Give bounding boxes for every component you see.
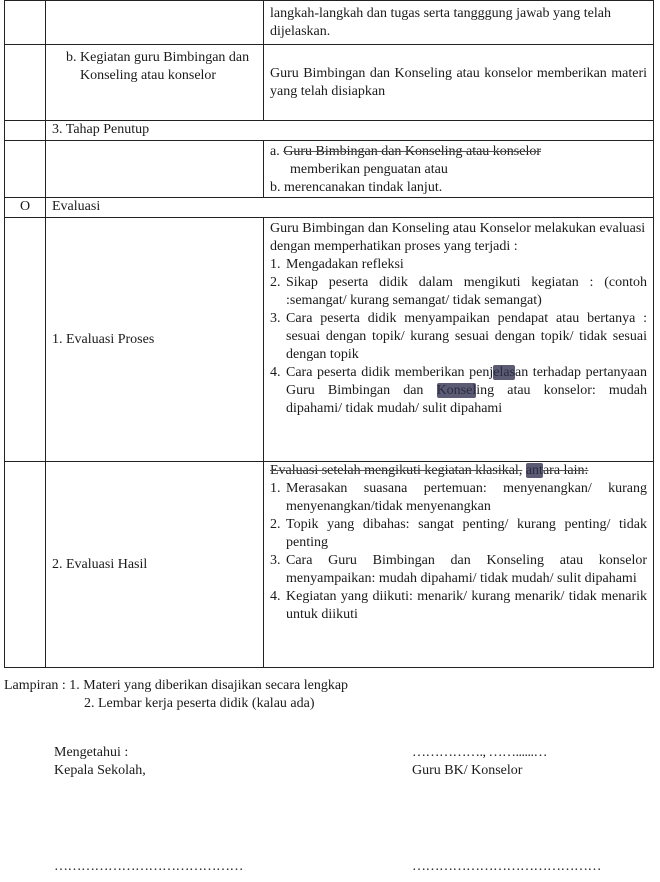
table-row	[5, 1, 654, 45]
list-item	[270, 480, 647, 516]
list-item-text: Mengadakan refleksi	[286, 257, 404, 272]
kegiatan-guru-label: b. Kegiatan guru Bimbingan dan Konseling atau konselor	[46, 45, 264, 121]
penutup-item-b: b. merencanakan tindak lanjut.	[270, 180, 443, 195]
table-row	[5, 462, 654, 668]
list-item-number: 4.	[270, 589, 281, 604]
penutup-content: a. Guru Bimbingan dan Konseling atau konselor memberikan penguatan atau b. merencanakan tindak lanjut.	[264, 141, 654, 198]
list-item-text: Topik yang dibahas: sangat penting/ kurang penting/ tidak penting	[286, 517, 647, 550]
tahap-penutup-heading: 3. Tahap Penutup	[46, 121, 654, 141]
list-item	[270, 588, 647, 624]
list-item-number: 3.	[270, 311, 281, 326]
list-item-number: 1.	[270, 481, 281, 496]
evaluasi-hasil-label: 2. Evaluasi Hasil	[46, 462, 264, 668]
evaluasi-proses-content: Guru Bimbingan dan Konseling atau Konselor melakukan evaluasi dengan memperhatikan proses yang terjadi : 1. Mengadakan refleksi 2. Sikap peserta didik dalam mengikuti kegiatan : (contoh :semangat/ kurang semangat/ tidak semangat) 3. Cara peserta didik menyampaikan pendapat atau bertanya : sesuai dengan topik/ kurang sesuai dengan topik/ tidak sesuai dengan topik 4. Cara peserta didik memberikan penjelasan terhadap pertanyaan Guru Bimbingan dan Konseling atau konselor: mudah dipahami/ tidak mudah/ sulit dipahami	[264, 218, 654, 462]
list-item: 4. Cara peserta didik memberikan penjelasan terhadap pertanyaan Guru Bimbingan dan Konseling atau konselor: mudah dipahami/ tidak mudah/ sulit dipahami	[270, 365, 647, 416]
list-item-number: 2.	[270, 517, 281, 532]
list-item-text: Cara peserta didik menyampaikan pendapat atau bertanya : sesuai dengan topik/ kurang sesuai dengan topik/ tidak sesuai dengan topik	[286, 311, 647, 362]
kepala-sekolah-label: Kepala Sekolah,	[54, 763, 146, 778]
table-row	[5, 218, 654, 462]
evaluasi-proses-label: 1. Evaluasi Proses	[46, 218, 264, 462]
evaluasi-hasil-content: Evaluasi setelah mengikuti kegiatan klasikal, antara lain: 1. Merasakan suasana pertemuan: menyenangkan/ kurang menyenangkan/tidak menyenangkan 2. Topik yang dibahas: sangat penting/ kurang penting/ tidak penting 3. Cara Guru Bimbingan dan Konseling atau konselor menyampaikan: mudah dipahami/ tidak mudah/ sulit dipahami 4. Kegiatan yang diikuti: menarik/ kurang menarik/ tidak menarik untuk diikuti	[264, 462, 654, 668]
langkah-text: langkah-langkah dan tugas serta tangggung jawab yang telah dijelaskan.	[264, 1, 654, 45]
list-item-text: Cara Guru Bimbingan dan Konseling atau konselor menyampaikan: mudah dipahami/ tidak mudah/ sulit dipahami	[286, 553, 647, 586]
table-row	[5, 45, 654, 121]
place-date-placeholder: ……………., ……......…	[412, 745, 547, 760]
list-item-text: Kegiatan yang diikuti: menarik/ kurang menarik/ tidak menarik untuk diikuti	[286, 589, 647, 622]
signature-line-right: ……………………………………	[412, 859, 601, 874]
signature-right	[412, 744, 642, 780]
lampiran-line-2: 2. Lembar kerja peserta didik (kalau ada)	[84, 696, 315, 711]
mengetahui-label: Mengetahui :	[54, 745, 129, 760]
proses-list	[270, 256, 647, 364]
table-row	[5, 141, 654, 198]
guru-bk-label: Guru BK/ Konselor	[412, 763, 523, 778]
rpl-table	[4, 0, 654, 668]
kegiatan-guru-text: Guru Bimbingan dan Konseling atau konselor memberikan materi yang telah disiapkan	[264, 45, 654, 121]
lampiran-line-1: Lampiran : 1. Materi yang diberikan disajikan secara lengkap	[4, 678, 349, 693]
penutup-item-a: a. Guru Bimbingan dan Konseling atau konselor	[270, 144, 542, 159]
list-item	[270, 552, 647, 588]
table-row	[5, 198, 654, 218]
hasil-list	[270, 480, 647, 624]
list-item-text: Sikap peserta didik dalam mengikuti kegiatan : (contoh :semangat/ kurang semangat/ tidak semangat)	[286, 275, 647, 308]
list-item	[270, 310, 647, 364]
list-item-number: 2.	[270, 275, 281, 290]
signature-line-left: ……………………………………	[54, 859, 243, 874]
table-row	[5, 121, 654, 141]
list-item-number: 1.	[270, 257, 281, 272]
lampiran-section	[4, 677, 644, 713]
list-item-text: Merasakan suasana pertemuan: menyenangkan/ kurang menyenangkan/tidak menyenangkan	[286, 481, 647, 514]
list-item	[270, 274, 647, 310]
signature-left	[54, 744, 304, 780]
evaluasi-number: O	[5, 198, 46, 218]
evaluasi-heading: Evaluasi	[46, 198, 654, 218]
list-item	[270, 256, 647, 274]
list-item	[270, 516, 647, 552]
list-item-number: 3.	[270, 553, 281, 568]
